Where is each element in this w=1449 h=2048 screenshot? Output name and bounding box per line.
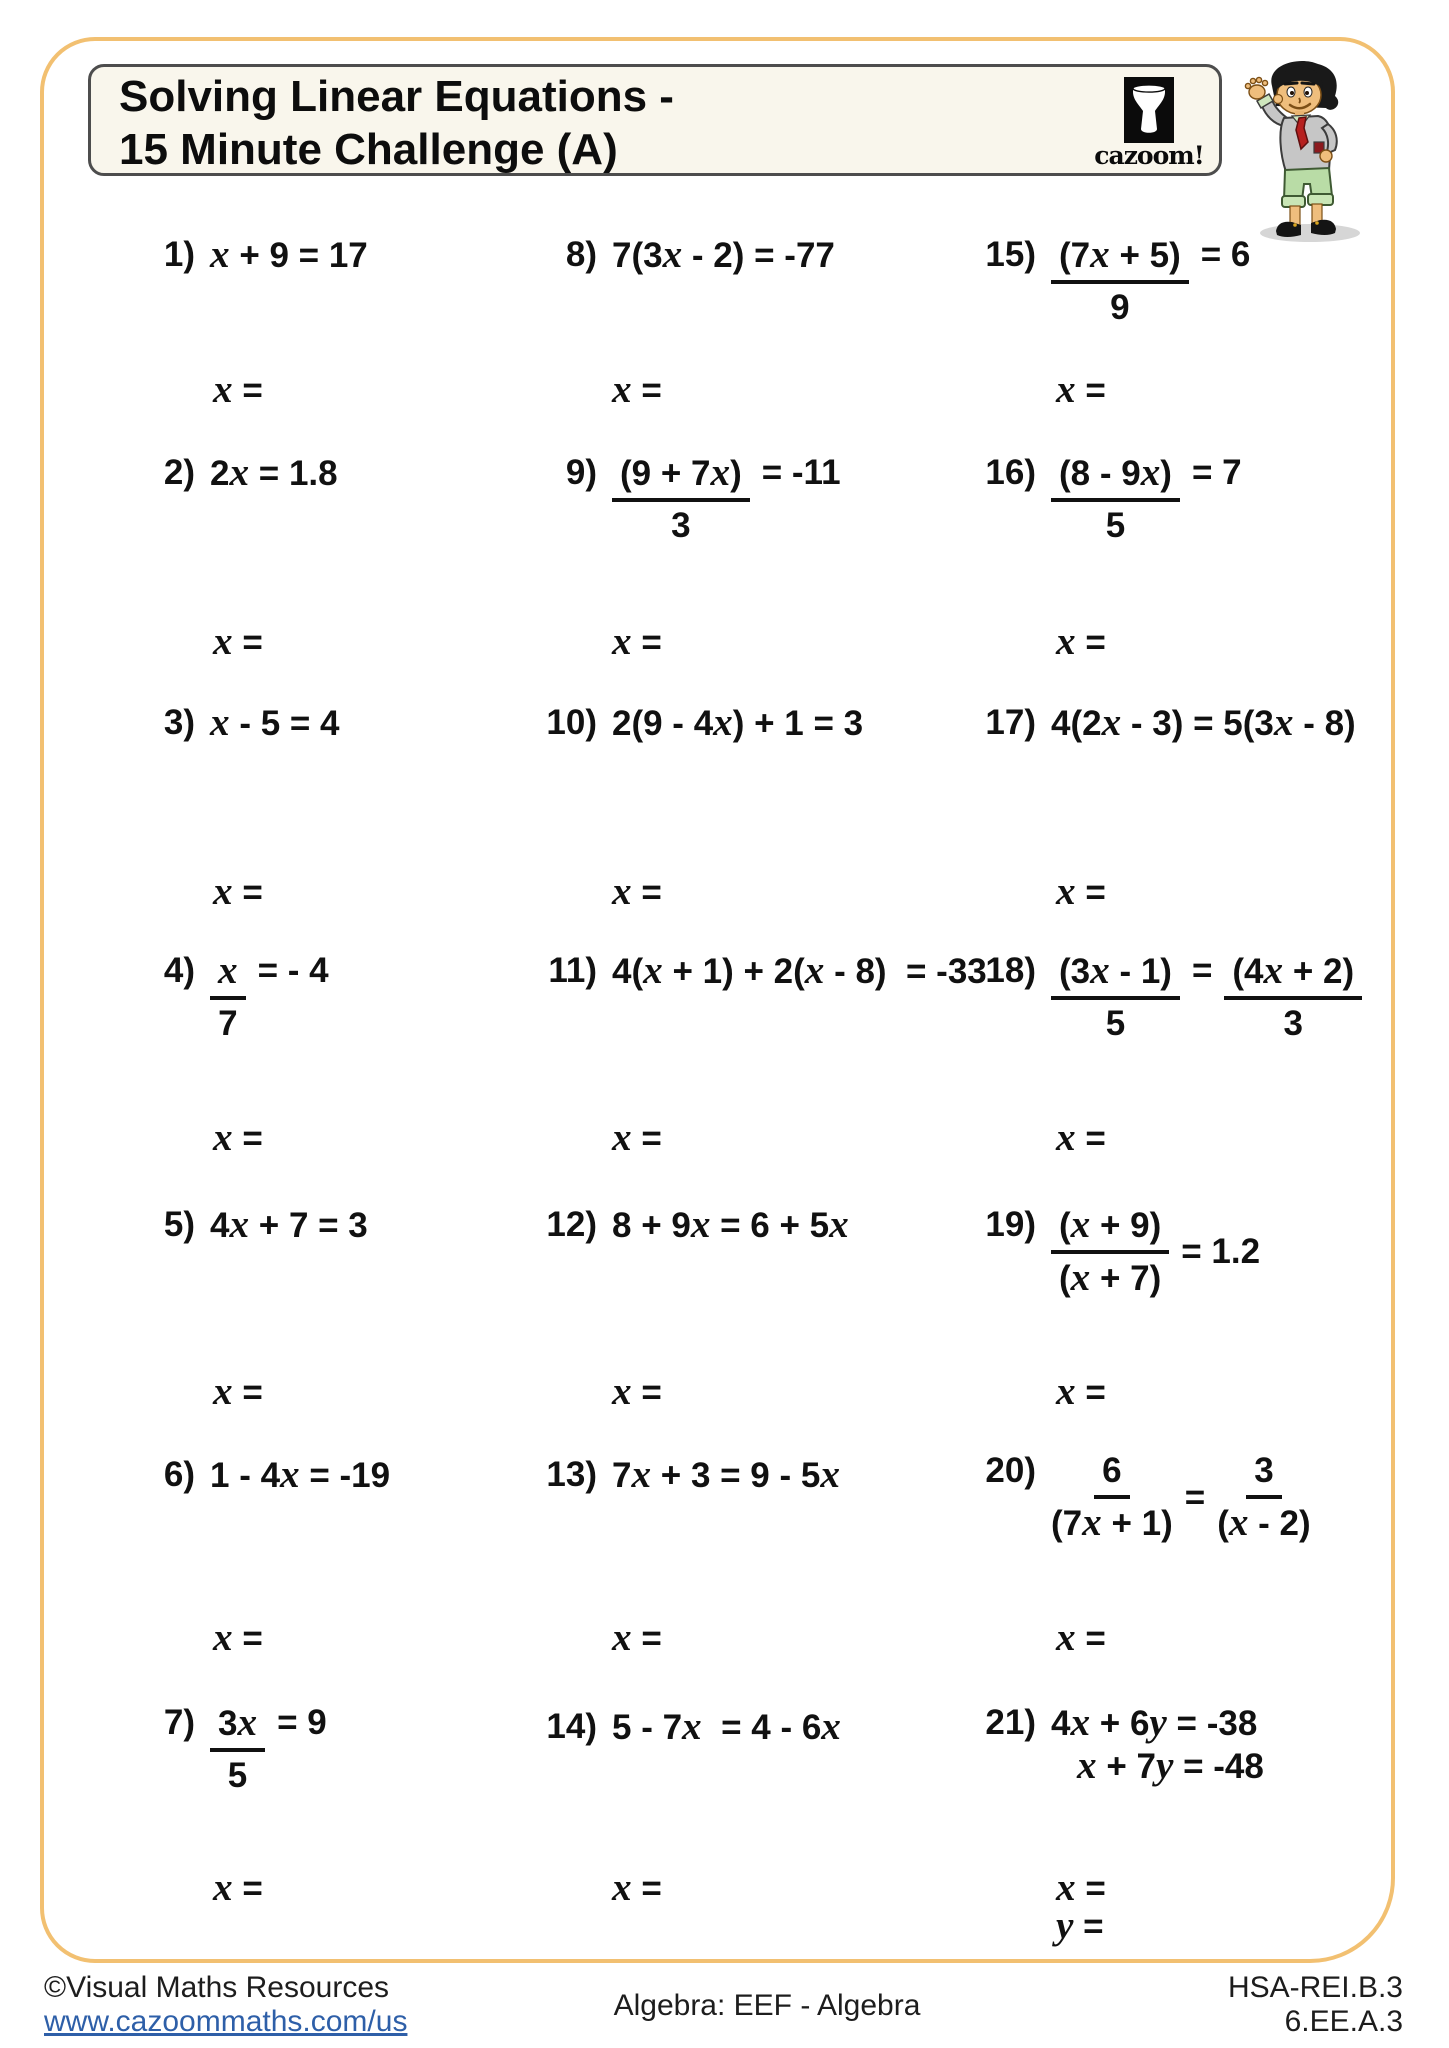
problem-16 <box>968 452 1242 547</box>
answer-line-11: x = <box>612 1116 662 1159</box>
answer-line-17: x = <box>1056 870 1106 913</box>
problem-19 <box>968 1204 1260 1300</box>
problem-4 <box>145 950 329 1045</box>
problem-number: 2) <box>163 453 195 492</box>
problem-number: 9) <box>565 453 597 492</box>
answer-line-9: x = <box>612 620 662 663</box>
footer-category: Algebra: EEF - Algebra <box>613 1989 921 2022</box>
problem-20 <box>968 1450 1311 1545</box>
cazoom-logo <box>1093 77 1205 170</box>
problem-8 <box>535 234 835 277</box>
fraction: $\frac{(9 + 7x)}{3}$ <box>612 452 750 547</box>
problem-number: 1) <box>163 235 195 274</box>
answer-line-5: x = <box>213 1370 263 1413</box>
problem-10 <box>535 702 863 745</box>
problem-number: 15) <box>985 235 1036 274</box>
problem-9 <box>535 452 841 547</box>
answer-line-18: x = <box>1056 1116 1106 1159</box>
website-link-wrap <box>44 2004 407 2040</box>
equation-rhs: = 7 <box>1191 453 1242 492</box>
equation: 5 - 7x = 4 - 6x <box>612 1705 841 1748</box>
answer-line-1: x = <box>213 368 263 411</box>
title-box <box>88 64 1222 176</box>
fraction: $\frac{(8 - 9x)}{5}$ <box>1051 452 1180 547</box>
problem-17 <box>968 702 1356 745</box>
problem-number: 6) <box>163 1455 195 1494</box>
fraction: $\frac{x}{7}$ <box>210 950 246 1045</box>
fraction: $\frac{(x + 9)}{(x + 7)}$ <box>1051 1204 1169 1300</box>
title-line-1: Solving Linear Equations - <box>119 72 674 121</box>
fraction: $\frac{3x}{5}$ <box>210 1702 265 1797</box>
equation: x + 9 = 17 <box>210 233 368 276</box>
equation-system <box>1051 1702 1264 1788</box>
fraction-left: $\frac{6}{(7x + 1)}$ <box>1051 1451 1173 1544</box>
problem-number: 8) <box>565 235 597 274</box>
equation: 2(9 - 4x) + 1 = 3 <box>612 701 864 744</box>
problem-12 <box>535 1204 849 1247</box>
equation: 2x = 1.8 <box>210 451 338 494</box>
cazoom-drum-icon <box>1124 77 1174 143</box>
problem-number: 17) <box>985 703 1036 742</box>
fraction-left: $\frac{(3x - 1)}{5}$ <box>1051 950 1180 1045</box>
problem-3 <box>145 702 340 745</box>
worksheet-title <box>119 70 674 176</box>
student-boy-illustration <box>1240 56 1375 246</box>
problem-number: 10) <box>546 703 597 742</box>
equation-rhs: = 9 <box>277 1703 327 1742</box>
problem-number: 12) <box>546 1205 597 1244</box>
problem-number: 19) <box>985 1205 1036 1244</box>
answer-line-16: x = <box>1056 620 1106 663</box>
standard-code-1: HSA-REI.B.3 <box>1227 1971 1403 2004</box>
equation: 7x + 3 = 9 - 5x <box>612 1453 840 1496</box>
answer-line-4: x = <box>213 1116 263 1159</box>
problem-number: 11) <box>548 951 597 990</box>
answer-line-21x: x = <box>1056 1866 1106 1909</box>
problem-2 <box>145 452 338 495</box>
answer-line-19: x = <box>1056 1370 1106 1413</box>
problem-5 <box>145 1204 368 1247</box>
equation: 8 + 9x = 6 + 5x <box>612 1203 849 1246</box>
answer-line-10: x = <box>612 870 662 913</box>
equation: 4x + 7 = 3 <box>210 1203 368 1246</box>
equation-rhs: = - 4 <box>257 951 329 990</box>
answer-line-12: x = <box>612 1370 662 1413</box>
equation: 4(x + 1) + 2(x - 8) = -33 <box>612 949 987 992</box>
equation-2: x + 7y = -48 <box>1077 1744 1264 1787</box>
answer-line-2: x = <box>213 620 263 663</box>
problem-number: 14) <box>546 1707 597 1746</box>
answer-line-3: x = <box>213 870 263 913</box>
answer-line-13: x = <box>612 1616 662 1659</box>
problem-number: 21) <box>985 1703 1036 1742</box>
equation: 7(3x - 2) = -77 <box>612 233 835 276</box>
answer-line-15: x = <box>1056 368 1106 411</box>
problem-number: 18) <box>985 951 1036 990</box>
equation-1: 4x + 6y = -38 <box>1051 1701 1258 1744</box>
equals-sign: = <box>1191 951 1213 990</box>
copyright-text: ©Visual Maths Resources <box>44 1971 390 2004</box>
problem-7 <box>145 1702 327 1797</box>
problem-number: 4) <box>163 951 195 990</box>
fraction: $\frac{(7x + 5)}{9}$ <box>1051 234 1189 329</box>
website-link[interactable]: www.cazoommaths.com/us <box>44 2005 408 2038</box>
problem-6 <box>145 1454 390 1497</box>
problem-18 <box>968 950 1362 1045</box>
answer-line-20: x = <box>1056 1616 1106 1659</box>
equation-rhs: = 6 <box>1200 235 1251 274</box>
problem-number: 7) <box>163 1703 195 1742</box>
problem-11 <box>535 950 987 993</box>
answer-line-8: x = <box>612 368 662 411</box>
answer-line-21y: y = <box>1056 1904 1104 1947</box>
problem-number: 16) <box>985 453 1036 492</box>
equation: 1 - 4x = -19 <box>210 1453 391 1496</box>
problem-number: 3) <box>163 703 195 742</box>
standard-code-2: 6.EE.A.3 <box>1284 2005 1403 2038</box>
answer-line-7: x = <box>213 1866 263 1909</box>
title-line-2: 15 Minute Challenge (A) <box>119 125 618 174</box>
answer-line-6: x = <box>213 1616 263 1659</box>
problem-number: 20) <box>985 1451 1036 1490</box>
equation-rhs: = 1.2 <box>1181 1232 1261 1271</box>
problem-number: 5) <box>163 1205 195 1244</box>
problem-1 <box>145 234 368 277</box>
equation: x - 5 = 4 <box>210 701 340 744</box>
fraction-right: $\frac{(4x + 2)}{3}$ <box>1224 950 1362 1045</box>
equals-sign: = <box>1184 1477 1206 1517</box>
fraction-right: $\frac{3}{(x - 2)}$ <box>1217 1451 1311 1544</box>
answer-line-14: x = <box>612 1866 662 1909</box>
problem-15 <box>968 234 1250 329</box>
equation-rhs: = -11 <box>761 453 841 492</box>
problem-13 <box>535 1454 840 1497</box>
problem-21 <box>968 1702 1264 1788</box>
problem-number: 13) <box>546 1455 597 1494</box>
equation: 4(2x - 3) = 5(3x - 8) <box>1051 701 1356 744</box>
cazoom-logo-text: cazoom! <box>1094 141 1204 170</box>
problem-14 <box>535 1706 841 1749</box>
